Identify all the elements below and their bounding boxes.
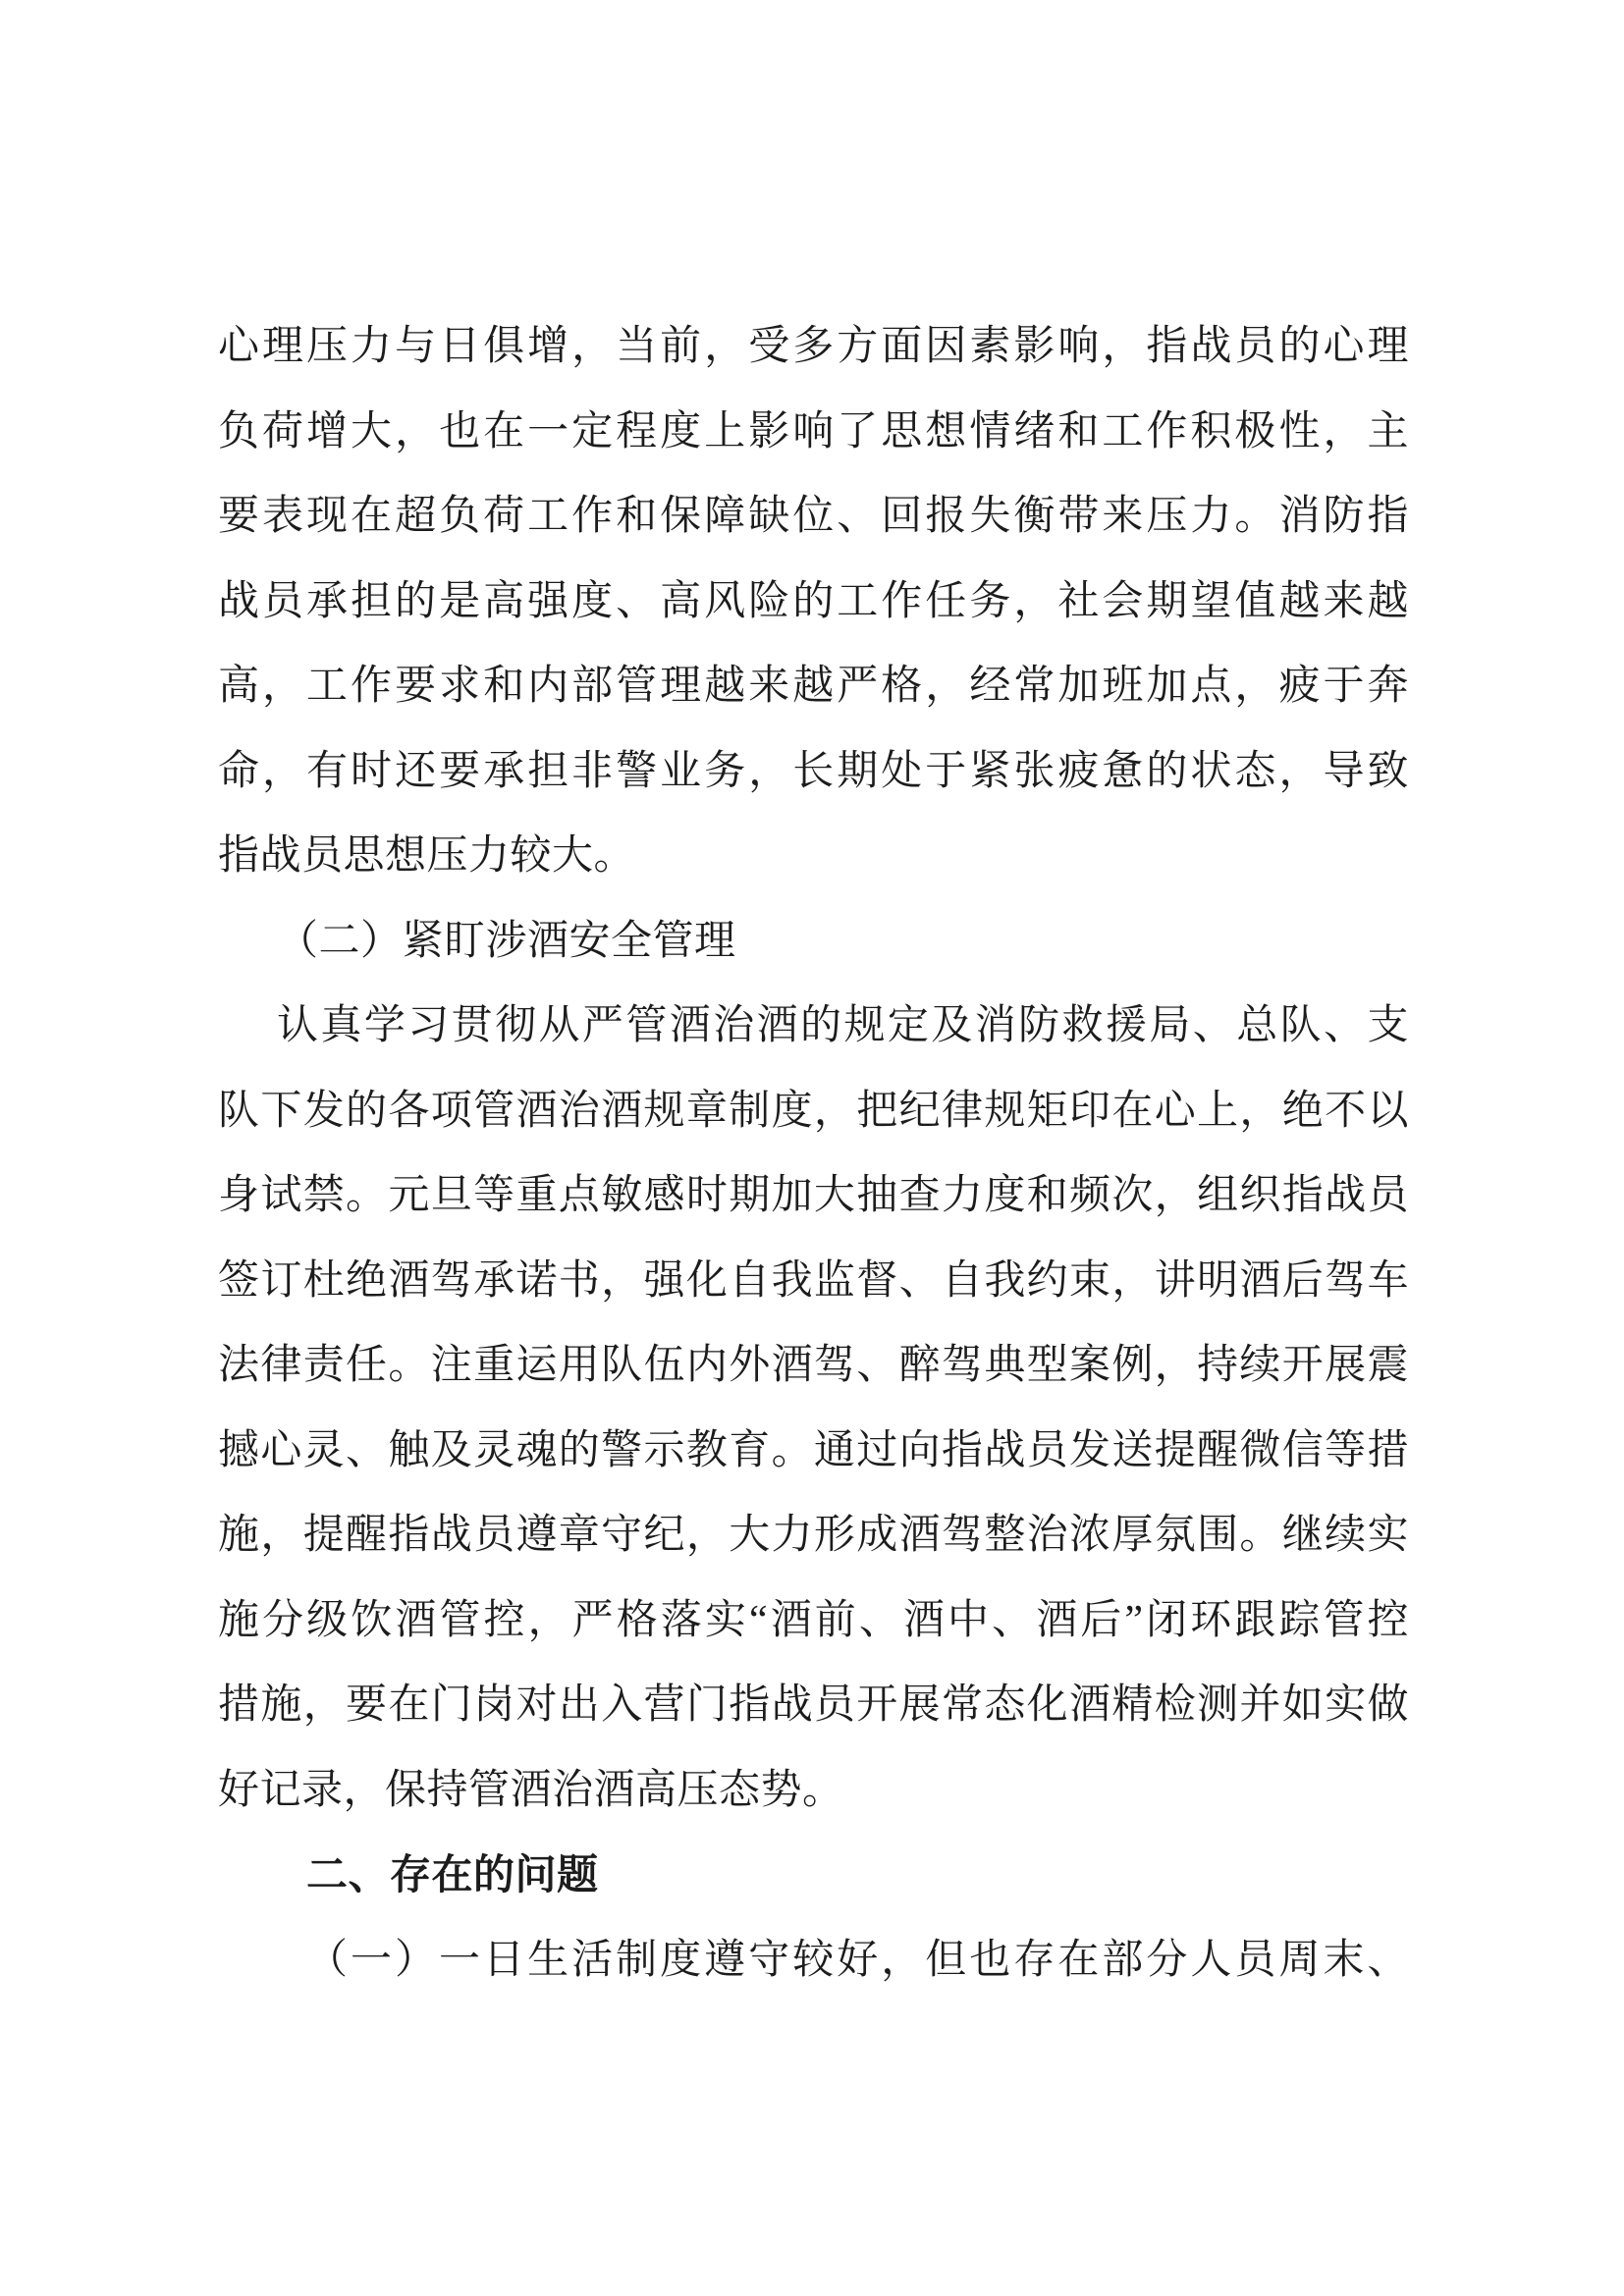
body-line: 心理压力与日俱增，当前，受多方面因素影响，指战员的心理 — [218, 324, 1409, 369]
body-line: 施，提醒指战员遵章守纪，大力形成酒驾整治浓厚氛围。继续实 — [218, 1513, 1409, 1558]
paragraph-last-line: 好记录，保持管酒治酒高压态势。 — [218, 1767, 844, 1813]
paragraph-first-line: （一）一日生活制度遵守较好，但也存在部分人员周末、 — [306, 1937, 1409, 1983]
paragraph-first-line: 认真学习贯彻从严管酒治酒的规定及消防救援局、总队、支 — [277, 1003, 1409, 1048]
body-line: 施分级饮酒管控，严格落实“酒前、酒中、酒后”闭环跟踪管控 — [218, 1597, 1409, 1643]
body-line: 要表现在超负荷工作和保障缺位、回报失衡带来压力。消防指 — [218, 494, 1409, 539]
body-line: 措施，要在门岗对出入营门指战员开展常态化酒精检测并如实做 — [218, 1682, 1409, 1728]
section-heading: 二、存在的问题 — [306, 1851, 599, 1897]
body-line: 高，工作要求和内部管理越来越严格，经常加班加点，疲于奔 — [218, 664, 1409, 709]
body-line: 身试禁。元旦等重点敏感时期加大抽查力度和频次，组织指战员 — [218, 1173, 1409, 1218]
body-line: 队下发的各项管酒治酒规章制度，把纪律规矩印在心上，绝不以 — [218, 1088, 1409, 1134]
body-line: 命，有时还要承担非警业务，长期处于紧张疲惫的状态，导致 — [218, 748, 1409, 794]
subsection-heading: （二）紧盯涉酒安全管理 — [277, 918, 736, 964]
document-body — [218, 304, 1409, 2002]
body-line: 签订杜绝酒驾承诺书，强化自我监督、自我约束，讲明酒后驾车 — [218, 1257, 1409, 1304]
body-line: 战员承担的是高强度、高风险的工作任务，社会期望值越来越 — [218, 578, 1409, 624]
body-line: 负荷增大，也在一定程度上影响了思想情绪和工作积极性，主 — [218, 408, 1409, 454]
body-line: 法律责任。注重运用队伍内外酒驾、醉驾典型案例，持续开展震 — [218, 1343, 1409, 1388]
body-line: 撼心灵、触及灵魂的警示教育。通过向指战员发送提醒微信等措 — [218, 1427, 1409, 1473]
paragraph-last-line: 指战员思想压力较大。 — [218, 833, 636, 879]
